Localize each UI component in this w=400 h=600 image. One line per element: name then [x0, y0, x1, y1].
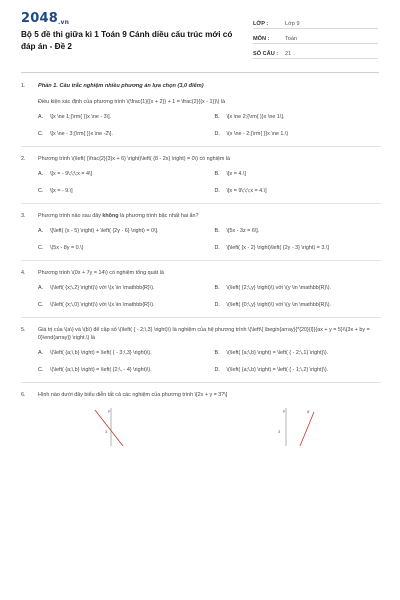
question-3 — [21, 212, 381, 261]
logo-name: 2048 — [21, 11, 58, 26]
question-divider — [21, 146, 381, 147]
answer-options — [38, 113, 381, 138]
question-stem: Hình nào dưới đây biểu diễn tất cả các nghiệm của phương trình \[2x + y = 3?\] — [38, 392, 228, 398]
graph-option-b[interactable] — [268, 406, 328, 446]
option-a[interactable]: A. \(\left( {x;\,2} \right)\) với \(x \in \mathbb{R}\). — [38, 285, 155, 291]
option-d[interactable]: D. \[\left( {x - 2} \right)\left( {2y - 3} \right) = 3.\] — [214, 245, 329, 251]
question-number: 1. — [21, 83, 26, 89]
answer-options — [38, 170, 381, 195]
question-stem: Giá trị của \(a\) và \(b\) để cặp số \(\left( { - 2;\,3} \right)\) là nghiệm của hệ phương trình \(\left\{ \begin{array}{*{20}{l}}{ax + y = 5}\\{3x + by = 0}\end{array}} \right.\) là — [38, 327, 370, 341]
question-1 — [21, 82, 381, 147]
option-c[interactable]: C. \[x = - 9.\] — [38, 188, 73, 194]
question-6 — [21, 391, 381, 446]
site-logo[interactable] — [21, 11, 69, 26]
y-axis-label: y — [108, 408, 110, 413]
section-heading: Phần 1. Câu trắc nghiệm nhiều phương án lựa chọn (3,0 điểm) — [38, 83, 204, 89]
answer-options — [38, 227, 381, 252]
option-a[interactable]: A. \[x = - 9\;\;\;x = 4\] — [38, 171, 92, 177]
graph-options — [38, 406, 381, 446]
meta-row-count: SỐ CÂU : 21 — [253, 44, 378, 59]
question-number: 6. — [21, 392, 26, 398]
tick-label-3: 3 — [278, 429, 281, 434]
option-d[interactable]: D. \(x \ne - 2;{\rm{ }}x \ne 1.\) — [214, 131, 289, 137]
question-2 — [21, 155, 381, 204]
tick-label-3: 3 — [105, 429, 108, 434]
question-number: 3. — [21, 213, 26, 219]
red-line — [95, 410, 123, 446]
option-d[interactable]: D. \[x = 9\;\;\;x = 4.\] — [214, 188, 267, 194]
line-label-d: d — [307, 409, 310, 414]
answer-options — [38, 349, 381, 374]
option-c[interactable]: C. \(5x - 8y = 0.\) — [38, 245, 84, 251]
meta-row-class: LỚP : Lớp 9 — [253, 14, 378, 29]
option-c[interactable]: C. \(\left( {a;\,b} \right) = \left( {2;\, - 4} \right)\). — [38, 367, 152, 373]
question-stem: Phương trình \(0x + 7y = 14\) có nghiệm tổng quát là — [38, 270, 164, 276]
option-b[interactable]: B. \(\left( {a;\,b} \right) = \left( { - 2;\,1} \right)\). — [214, 350, 329, 356]
option-a[interactable]: A. \(\left( {a;\,b} \right) = \left( { - 3;\,3} \right)\). — [38, 350, 152, 356]
y-axis-label: y — [283, 408, 285, 413]
option-c[interactable]: C. \[x \ne - 3;{\rm{ }}x \ne -2\]. — [38, 131, 113, 137]
answer-options — [38, 284, 381, 309]
red-line — [300, 412, 314, 446]
question-divider — [21, 382, 381, 383]
exam-meta — [253, 14, 378, 59]
graph-option-a[interactable] — [83, 406, 143, 446]
header — [0, 0, 400, 70]
question-number: 4. — [21, 270, 26, 276]
question-stem: Phương trình nào sau đây không là phương trình bậc nhất hai ẩn? — [38, 213, 199, 219]
question-4 — [21, 269, 381, 318]
header-divider — [21, 72, 379, 73]
option-b[interactable]: B. \[x \ne 2;{\rm{ }}x \ne 1\]. — [214, 114, 285, 120]
question-stem: Điều kiện xác định của phương trình \(\frac{1}{{x + 2}} + 1 = \frac{2}{{x - 1}}\) là — [38, 99, 226, 105]
option-b[interactable]: B. \[5x - 3z = 6\]. — [214, 228, 260, 234]
emphasis-not: không — [102, 213, 119, 219]
question-number: 5. — [21, 327, 26, 333]
option-b[interactable]: B. \(\left( {2;\,y} \right)\) với \(y \in \mathbb{R}\). — [214, 285, 331, 291]
document-title: Bộ 5 đề thi giữa kì 1 Toán 9 Cánh diều cấu trúc mới có đáp án - Đề 2 — [21, 30, 233, 51]
option-d[interactable]: D. \(\left( {0;\,y} \right)\) với \(y \in \mathbb{R}\). — [214, 302, 331, 308]
question-5 — [21, 326, 381, 383]
option-b[interactable]: B. \[x = 4.\] — [214, 171, 246, 177]
question-divider — [21, 317, 381, 318]
option-a[interactable]: A. \[x \ne 1;{\rm{ }}x \ne - 3\]. — [38, 114, 112, 120]
question-number: 2. — [21, 156, 26, 162]
meta-row-subject: MÔN : Toán — [253, 29, 378, 44]
option-c[interactable]: C. \(\left( {x;\,0} \right)\) với \(x \in \mathbb{R}\). — [38, 302, 155, 308]
question-list — [21, 82, 381, 452]
question-divider — [21, 260, 381, 261]
option-d[interactable]: D. \(\left( {a;\,b} \right) = \left( { - 1;\,2} \right)\). — [214, 367, 329, 373]
question-stem: Phương trình \(\left( {\frac{2}{3}x + 6} \right)\left( {8 - 2x} \right) = 0\) có nghiệm là — [38, 156, 231, 162]
logo-suffix: .vn — [57, 19, 70, 26]
question-divider — [21, 203, 381, 204]
option-a[interactable]: A. \[\left( {x - 5} \right) + \left( {2y - 6} \right) = 0\]. — [38, 228, 159, 234]
